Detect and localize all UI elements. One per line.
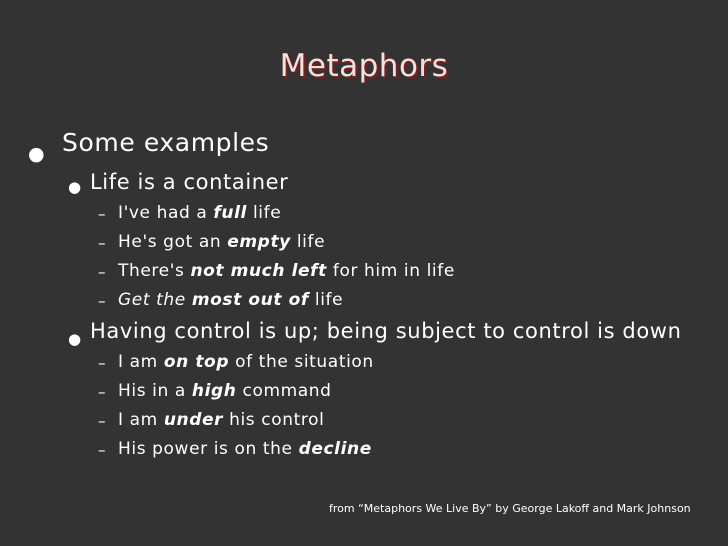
dash-icon: – — [98, 263, 106, 281]
bullet-icon: ● — [68, 178, 82, 196]
dash-icon: – — [98, 292, 106, 310]
emphasis: empty — [227, 232, 291, 252]
example-text: of the situation — [229, 352, 374, 372]
example-text: He's got an — [118, 232, 228, 252]
dash-icon: – — [98, 354, 106, 372]
bullet-icon: ● — [68, 330, 82, 348]
emphasis: on top — [163, 352, 230, 372]
dash-icon: – — [98, 205, 106, 223]
example-text: There's — [118, 261, 191, 281]
example-text: I've had a — [118, 203, 214, 223]
example-text: His in a — [118, 381, 192, 401]
example-under-control — [118, 410, 324, 430]
dash-icon: – — [98, 234, 106, 252]
bullet-having-control: Having control is up; being subject to control is down — [90, 319, 682, 343]
dash-icon: – — [98, 441, 106, 459]
example-not-much-left — [118, 261, 455, 281]
bullet-life-is-a-container: Life is a container — [90, 170, 289, 194]
dash-icon: – — [98, 412, 106, 430]
example-text: I am — [118, 410, 164, 430]
dash-icon: – — [98, 383, 106, 401]
emphasis: under — [163, 410, 224, 430]
example-full-life — [118, 203, 281, 223]
example-most-out-of — [118, 290, 343, 310]
example-empty-life — [118, 232, 325, 252]
emphasis: most out of — [191, 290, 309, 310]
example-text: life — [290, 232, 326, 252]
example-text: for him in life — [326, 261, 455, 281]
example-high-command — [118, 381, 332, 401]
source-credit: from “Metaphors We Live By” by George Lakoff and Mark Johnson — [329, 502, 691, 515]
example-decline — [118, 439, 372, 459]
bullet-icon: ● — [28, 143, 45, 165]
example-text: command — [236, 381, 332, 401]
emphasis: not much left — [190, 261, 327, 281]
emphasis: full — [213, 203, 247, 223]
example-text: life — [308, 290, 344, 310]
example-text: life — [246, 203, 282, 223]
example-text: His power is on the — [118, 439, 299, 459]
example-on-top — [118, 352, 374, 372]
emphasis: high — [191, 381, 237, 401]
emphasis: decline — [298, 439, 372, 459]
example-text: Get the — [118, 290, 192, 310]
example-text: I am — [118, 352, 164, 372]
bullet-some-examples: Some examples — [62, 128, 270, 157]
example-text: his control — [223, 410, 325, 430]
slide-title: Metaphors — [279, 48, 449, 84]
